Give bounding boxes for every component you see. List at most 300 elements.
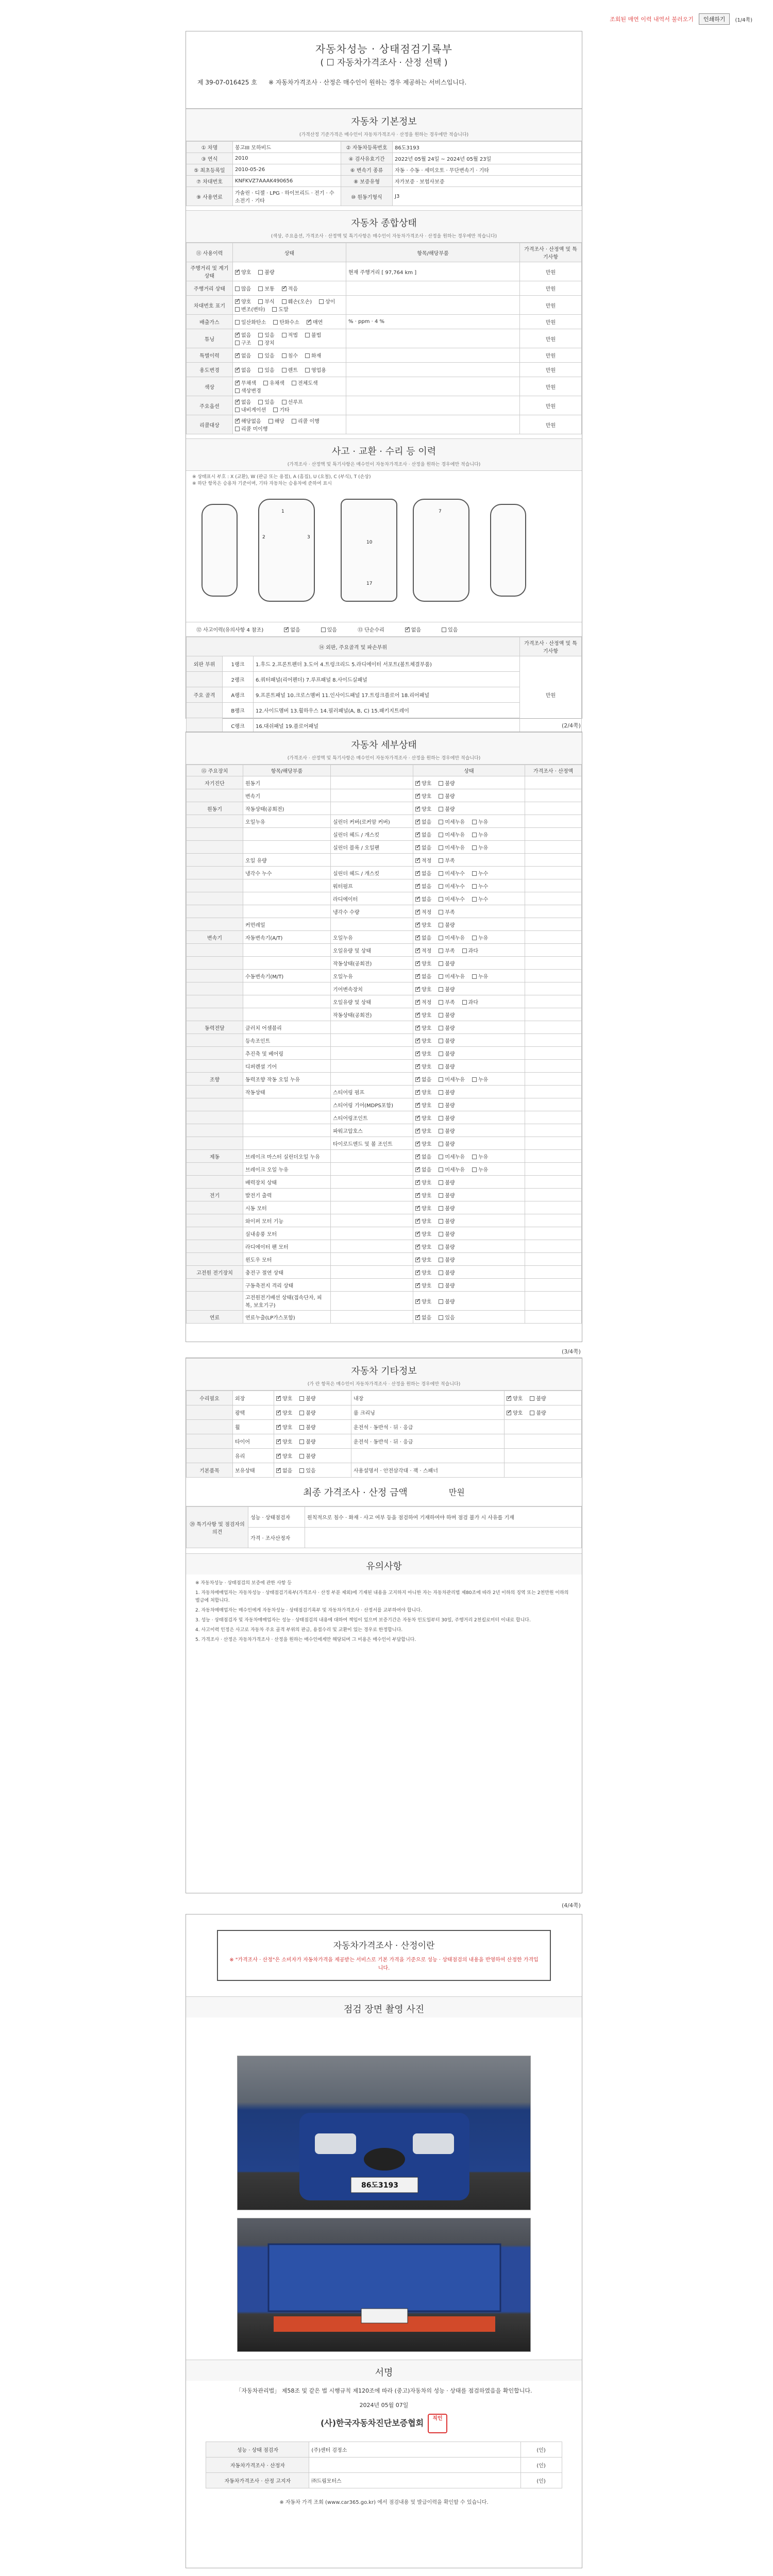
checkbox-icon: [439, 1315, 443, 1320]
checkbox-icon: [530, 1396, 534, 1401]
option: 불량: [439, 1064, 455, 1070]
checkbox-icon: [439, 1103, 443, 1108]
option: ✓ 양호: [415, 1090, 431, 1096]
checkbox-icon: [415, 936, 420, 940]
banner-title: 자동차가격조사 · 산정이란: [333, 1941, 435, 1951]
stamp-seal: 직인: [428, 2414, 447, 2433]
checkbox-icon: [439, 1167, 443, 1172]
checkbox-icon: [299, 1454, 304, 1459]
print-button[interactable]: 인쇄하기: [699, 13, 730, 25]
checkbox-icon: [439, 1000, 443, 1005]
option: 불량: [439, 1013, 455, 1019]
checkbox-icon: [439, 820, 443, 824]
checkbox-icon: [439, 974, 443, 979]
option: ✓ 없음: [415, 845, 431, 851]
checkbox-icon: [319, 299, 324, 304]
checkbox-icon: [282, 400, 287, 404]
checkbox-icon: [472, 897, 477, 902]
checkbox-icon: [415, 1103, 420, 1108]
document-header: [186, 31, 582, 109]
part-num: 3: [307, 535, 310, 540]
checkbox-icon: [282, 333, 287, 337]
option: 부식: [258, 299, 274, 305]
detail-row: 실내송풍 모터 ✓ 양호 불량: [187, 1227, 582, 1240]
option: 불량: [439, 1245, 455, 1250]
checkbox-icon: [415, 871, 420, 876]
checkbox-icon: [299, 1439, 304, 1444]
etc-table: [186, 1391, 582, 1478]
option: ✓ 양호: [415, 923, 431, 928]
history-link[interactable]: 조회된 매연 이력 내역서 불러오기: [610, 16, 694, 23]
option: ✓ 양호: [507, 1396, 523, 1402]
checkbox-icon: [415, 1129, 420, 1133]
option: 부족: [439, 858, 455, 864]
checkbox-icon: [235, 381, 240, 385]
checkbox-icon: [439, 1064, 443, 1069]
checkbox-icon: [439, 807, 443, 811]
checkbox-icon: [472, 1155, 477, 1159]
checkbox-icon: [235, 299, 240, 304]
option: 보통: [258, 286, 274, 292]
checkbox-icon: [439, 884, 443, 889]
checkbox-icon: [439, 1270, 443, 1275]
option: ✓ 양호: [415, 1013, 431, 1019]
option: ✓ 양호: [415, 961, 431, 967]
option: ✓ 양호: [276, 1425, 292, 1431]
option: ✓ 양호: [415, 781, 431, 787]
option: 미세누유: [439, 1167, 465, 1173]
checkbox-icon: [507, 1411, 511, 1415]
checkbox-icon: [439, 794, 443, 799]
option: 불량: [439, 1283, 455, 1289]
signer-row: 자동차가격조사 · 산정자 (인): [206, 2458, 562, 2473]
checkbox-icon: [530, 1411, 534, 1415]
inspector-label: 성능 · 상태점검자: [248, 1507, 305, 1528]
checkbox-icon: [258, 400, 263, 404]
summary-row: 리콜대상 ✓해당없음 해당 리콜 이행리콜 미이행 만원: [187, 415, 582, 434]
option: ✓ 양호: [415, 1039, 431, 1044]
option: ✓없음: [235, 400, 251, 405]
etc-note: (가 란 항목은 매수인이 자동차가격조사 · 산정을 원하는 경우에만 적습니다): [186, 1379, 582, 1391]
checkbox-icon: [415, 1193, 420, 1198]
checkbox-icon: [235, 419, 240, 423]
final-price-title: 최종 가격조사 · 산정 금액: [303, 1487, 408, 1498]
checkbox-icon: [276, 1396, 281, 1401]
part-num: 2: [262, 535, 265, 540]
basic-info-note: (가격산정 기준가격은 매수인이 자동차가격조사 · 산정을 원하는 경우에만 적습니다): [186, 130, 582, 141]
part-num: 17: [366, 581, 373, 586]
option: ✓무채색: [235, 381, 256, 386]
option: ✓없음: [235, 333, 251, 338]
signer-table: [206, 2442, 562, 2488]
caution-item: 1. 자동차매매업자는 자동차성능 · 상태점검기록부(가격조사 · 산정 부분 제외)에 기재된 내용을 고지하지 아니한 자는 자동차관리법 제80조에 따라 2년 이하의 징역 또는 2천만원 이하의 벌금에 처합니다.: [195, 1590, 569, 1603]
checkbox-icon: [415, 794, 420, 799]
page-4-number: (4/4쪽): [562, 1902, 581, 1909]
checkbox-icon: [305, 368, 310, 372]
checkbox-icon: [472, 936, 477, 940]
checkbox-icon: [415, 858, 420, 863]
detail-row: 작동상태(공회전) ✓ 양호 불량: [187, 957, 582, 970]
detail-row: 자기진단 원동기 ✓ 양호 불량: [187, 776, 582, 789]
checkbox-icon: [439, 1232, 443, 1236]
option: 누유: [472, 974, 488, 980]
checkbox-icon: [415, 948, 420, 953]
checkbox-icon: [273, 320, 278, 325]
rear-photo-art: [238, 2218, 531, 2352]
summary-row: 튜닝 ✓없음 있음 적법 불법구조 장치 만원: [187, 329, 582, 348]
checkbox-icon: [415, 1219, 420, 1224]
signer-row: 자동차가격조사 · 산정 고지자 ㈜드림모터스 (인): [206, 2473, 562, 2488]
parts-row: 외판 부위 1랭크 1.후드 2.프론트펜더 3.도어 4.트렁크리드 5.라디에이터 서포트(볼트체결부품) 만원: [187, 656, 582, 672]
checkbox-icon: [439, 1142, 443, 1146]
checkbox-icon: [415, 1077, 420, 1082]
checkbox-icon: [439, 1258, 443, 1262]
etc-row: 수리필요 외장 ✓ 양호 불량 내장 ✓ 양호 불량: [187, 1391, 582, 1405]
checkbox-icon: [439, 1077, 443, 1082]
checkbox-icon: [415, 1026, 420, 1030]
checkbox-icon: [235, 320, 240, 325]
checkbox-icon: [415, 961, 420, 966]
checkbox-icon: [415, 1299, 420, 1304]
option: 많음: [235, 286, 251, 292]
checkbox-icon: [507, 1396, 511, 1401]
option: 미세누유: [439, 974, 465, 980]
checkbox-icon: [462, 1000, 467, 1005]
option: ✓ 없음: [415, 1077, 431, 1083]
parts-row: 2랭크 6.쿼터패널(리어펜더) 7.루프패널 8.사이드실패널: [187, 672, 582, 687]
accident-note: (가격조사 · 산정액 및 특기사항은 매수인이 자동차가격조사 · 산정을 원하는 경우에만 적습니다): [186, 460, 582, 471]
checkbox-icon: [472, 871, 477, 876]
option: 미세누유: [439, 1155, 465, 1160]
option: 일산화탄소: [235, 320, 266, 326]
option: ✓ 양호: [415, 1206, 431, 1212]
checkbox-icon: [472, 884, 477, 889]
detail-row: 파워고압호스 ✓ 양호 불량: [187, 1124, 582, 1137]
detail-row: 와이퍼 모터 기능 ✓ 양호 불량: [187, 1214, 582, 1227]
detail-row: 라디에이터 팬 모터 ✓ 양호 불량: [187, 1240, 582, 1253]
option: 선루프: [282, 400, 303, 405]
option: 불량: [439, 1052, 455, 1057]
checkbox-icon: [282, 353, 287, 358]
checkbox-icon: [276, 1454, 281, 1459]
checkbox-icon: [415, 1245, 420, 1249]
checkbox-icon: [235, 270, 240, 275]
detail-row: 냉각수 누수 실린더 헤드 / 개스킷 ✓ 없음 미세누수 누수: [187, 867, 582, 879]
checkbox-icon: [415, 1167, 420, 1172]
option: 있음: [439, 1315, 455, 1321]
document-note: ※ 자동차가격조사 · 산정은 매수인이 원하는 경우 제공하는 서비스입니다.: [268, 79, 467, 86]
option: 누수: [472, 871, 488, 877]
option: ✓ 없음: [415, 936, 431, 941]
signature-section: [186, 2360, 582, 2568]
option: ✓ 없음: [415, 884, 431, 890]
option: 훼손(오손): [282, 299, 312, 305]
final-price-value: 만원: [448, 1487, 465, 1497]
checkbox-icon: [415, 1116, 420, 1121]
opinion-table: [186, 1506, 582, 1548]
part-num: 7: [439, 509, 442, 514]
detail-row: 추진축 및 베어링 ✓ 양호 불량: [187, 1047, 582, 1060]
option: 불량: [439, 1258, 455, 1263]
checkbox-icon: [439, 1039, 443, 1043]
option: 전체도색: [292, 381, 318, 386]
option: ✓ 양호: [415, 1142, 431, 1147]
option: 불량: [439, 1142, 455, 1147]
option: ✓ 양호: [415, 1219, 431, 1225]
option: 불량: [299, 1411, 315, 1416]
checkbox-icon: [415, 1180, 420, 1185]
option: 미세누유: [439, 1077, 465, 1083]
detail-row: 브레이크 오일 누유 ✓ 없음 미세누유 누유: [187, 1163, 582, 1176]
checkbox-icon: [439, 1155, 443, 1159]
detail-row: 시동 모터 ✓ 양호 불량: [187, 1201, 582, 1214]
option: ✓ 양호: [276, 1396, 292, 1402]
option: 침수: [282, 353, 298, 359]
checkbox-icon: [268, 419, 273, 423]
checkbox-icon: [258, 333, 263, 337]
basic-info-table: [186, 141, 582, 206]
detail-row: 냉각수 수량 ✓ 적정 부족: [187, 905, 582, 918]
option: 리콜 이행: [292, 419, 320, 425]
photo-title: 점검 장면 촬영 사진: [186, 1996, 582, 2018]
option: 유채색: [263, 381, 284, 386]
option: 있음: [258, 368, 274, 374]
detail-row: 커먼레일 ✓ 양호 불량: [187, 918, 582, 931]
detail-head: ⑮ 주요장치 항목/해당부품 상태 가격조사 · 산정액: [187, 765, 582, 776]
etc-row: 광택 ✓ 양호 불량 룸 크리닝 ✓ 양호 불량: [187, 1405, 582, 1420]
sign-title: 서명: [186, 2360, 582, 2381]
option: 불량: [439, 987, 455, 993]
detail-row: 워터펌프 ✓ 없음 미세누수 누수: [187, 879, 582, 892]
checkbox-icon: [299, 1425, 304, 1430]
checkbox-icon: [472, 974, 477, 979]
option: 불량: [439, 1103, 455, 1109]
document-subtitle: ( ☐ 자동차가격조사 · 산정 선택 ): [320, 58, 448, 68]
basic-info-row: ⑦ 차대번호 KNFKVZ7AAAK490656 ⑧ 보증유형 자가보증 · 보험사보증: [187, 176, 582, 187]
checkbox-icon: [299, 1468, 304, 1473]
option: ✓ 없음: [415, 1315, 431, 1321]
option: 불량: [439, 1206, 455, 1212]
checkbox-icon: [258, 299, 263, 304]
checkbox-icon: [276, 1439, 281, 1444]
checkbox-icon: [439, 1090, 443, 1095]
detail-row: 원동기 작동상태(공회전) ✓ 양호 불량: [187, 802, 582, 815]
car-frame-view: [341, 499, 397, 602]
option: 불량: [439, 1219, 455, 1225]
checkbox-icon: [415, 781, 420, 786]
summary-row: 주행거리 및 계기상태 ✓양호 불량 현재 주행거리 [ 97,764 km ] 만원: [187, 262, 582, 281]
option: 미세누유: [439, 936, 465, 941]
banner-text: ※ "가격조사 · 산정"은 소비자가 자동차가격을 제공받는 서비스로 기본 가격을 기준으로 성능 · 상태점검의 내용을 반영하여 산정한 가격입니다.: [229, 1957, 539, 1971]
caution-item: 4. 사고이력 인정은 사고로 자동차 주요 골격 부위의 판금, 용접수리 및 교환이 있는 경우로 한정합니다.: [195, 1628, 403, 1633]
option: 불량: [299, 1396, 315, 1402]
option: ✓ 양호: [415, 1232, 431, 1238]
option: ✓ 적정: [415, 858, 431, 864]
part-num: 1: [281, 509, 284, 514]
page-2: [186, 732, 582, 1342]
checkbox-icon: [472, 845, 477, 850]
checkbox-icon: [415, 1142, 420, 1146]
summary-row: 주행거리 상태 많음 보통✓ 적음 만원: [187, 281, 582, 296]
checkbox-icon: [415, 1013, 420, 1018]
checkbox-icon: [299, 1411, 304, 1415]
checkbox-icon: [439, 871, 443, 876]
option: 렌트: [282, 368, 298, 374]
caution-item: ※ 자동차성능 · 상태점검의 보증에 관한 사항 등: [195, 1581, 292, 1586]
checkbox-icon: [235, 368, 240, 372]
accident-title: 사고 · 교환 · 수리 등 이력: [186, 438, 582, 460]
checkbox-icon: [462, 948, 467, 953]
checkbox-icon: [235, 286, 240, 291]
checkbox-icon: [415, 820, 420, 824]
detail-row: 구동축전지 격리 상태 ✓ 양호 불량: [187, 1279, 582, 1292]
option: ✓ 없음: [415, 871, 431, 877]
option: ✓ 없음: [415, 833, 431, 838]
document-number: 제 39-07-016425 호: [197, 79, 257, 86]
option: ✓ 없음: [415, 897, 431, 903]
checkbox-icon: [415, 1052, 420, 1056]
option: 불량: [439, 1299, 455, 1305]
option: ✓ 없음: [415, 1155, 431, 1160]
option: ✓ 양호: [415, 987, 431, 993]
caution-list: [186, 1574, 582, 1651]
summary-note: (색상, 주요옵션, 가격조사 · 산정액 및 특기사항은 매수인이 자동차가격조사 · 산정을 원하는 경우에만 적습니다): [186, 231, 582, 243]
checkbox-icon: [439, 1206, 443, 1211]
summary-row: 용도변경 ✓ 없음 있음 렌트 영업용 만원: [187, 363, 582, 377]
caution-item: 5. 가격조사 · 산정은 자동차가격조사 · 산정을 원하는 매수인에게만 해당되며 그 비용은 매수인이 부담합니다.: [195, 1637, 416, 1642]
checkbox-icon: [415, 897, 420, 902]
checkbox-icon: [235, 408, 240, 412]
option: 누수: [472, 884, 488, 890]
detail-row: 실린더 헤드 / 개스킷 ✓ 없음 미세누유 누유: [187, 828, 582, 841]
car-top-view: [258, 499, 315, 602]
checkbox-icon: [415, 923, 420, 927]
page-3: [186, 1358, 582, 1893]
detail-row: 디퍼렌셜 기어 ✓ 양호 불량: [187, 1060, 582, 1073]
option: ✓ 양호: [276, 1454, 292, 1460]
rear-photo: [237, 2218, 531, 2352]
parts-head: ⑭ 외판, 주요골격 및 파손부위 가격조사 · 산정액 및 특기사항: [187, 637, 582, 656]
appraiser-opinion: [305, 1528, 582, 1548]
detail-row: 고전원전기배선 상태(접속단자, 피복, 보호기구) ✓양호 불량: [187, 1292, 582, 1311]
option: 도말: [272, 307, 288, 313]
checkbox-icon: [472, 1167, 477, 1172]
checkbox-icon: [439, 858, 443, 863]
option: 부족: [439, 948, 455, 954]
option: ✓ 적정: [415, 1000, 431, 1006]
checkbox-icon: [439, 1299, 443, 1304]
checkbox-icon: [439, 1219, 443, 1224]
front-photo: [237, 2056, 531, 2210]
option: 상이: [319, 299, 335, 305]
sign-org: (사)한국자동차진단보증협회 직인: [196, 2414, 572, 2433]
option: 미세누수: [439, 884, 465, 890]
checkbox-icon: [258, 353, 263, 358]
checkbox-icon: [439, 1013, 443, 1018]
option: ✓해당없음: [235, 419, 261, 425]
checkbox-icon: [415, 1039, 420, 1043]
option: 불량: [439, 781, 455, 787]
checkbox-icon: [415, 1155, 420, 1159]
inspector-opinion: 원칙적으로 침수 · 화재 · 사고 여부 등을 점검하여 기재하여야 하며 점검 불가 시 사유를 기재: [305, 1507, 582, 1528]
option: ✓ 양호: [276, 1411, 292, 1416]
option: 미세누유: [439, 820, 465, 825]
checkbox-icon: [415, 1283, 420, 1288]
option: 색상변경: [235, 388, 261, 394]
checkbox-icon: [415, 884, 420, 889]
option: ✓ 적음: [282, 286, 298, 292]
option: 부족: [439, 1000, 455, 1006]
detail-row: 작동상태 스티어링 펌프 ✓ 양호 불량: [187, 1086, 582, 1098]
option: 불량: [439, 1270, 455, 1276]
checkbox-icon: [258, 341, 263, 345]
car-right-side: [490, 504, 526, 597]
checkbox-icon: [439, 781, 443, 786]
checkbox-icon: [258, 368, 263, 372]
option: 불량: [439, 1232, 455, 1238]
option: ✓ 양호: [415, 1064, 431, 1070]
checkbox-icon: [439, 897, 443, 902]
option: ✓ 양호: [415, 1258, 431, 1263]
detail-row: 기어변속장치 ✓ 양호 불량: [187, 982, 582, 995]
option: ✓ 양호: [415, 807, 431, 812]
option: 불량: [258, 270, 274, 276]
option: 기타: [273, 408, 289, 413]
detail-table: [186, 765, 582, 1324]
option: ✓ 양호: [415, 1052, 431, 1057]
option: ✓ 양호: [415, 1245, 431, 1250]
option: ✓ 양호: [276, 1439, 292, 1445]
detail-row: 오일 유량 ✓ 적정 부족: [187, 854, 582, 867]
etc-title: 자동차 기타정보: [186, 1358, 582, 1379]
summary-row: 차대번호 표기 ✓양호 부식 훼손(오손) 상이변조(변타) 도말 만원: [187, 296, 582, 315]
checkbox-icon: [282, 286, 287, 291]
checkbox-icon: [439, 1052, 443, 1056]
sign-box: [186, 2381, 582, 2438]
detail-row: 전기 발전기 출력 ✓ 양호 불량: [187, 1189, 582, 1201]
checkbox-icon: [415, 1206, 420, 1211]
detail-row: 등속조인트 ✓ 양호 불량: [187, 1034, 582, 1047]
option: 누유: [472, 1155, 488, 1160]
option: 장치: [258, 341, 274, 346]
parts-row: B랭크 12.사이드멤버 13.휠하우스 14.필러패널(A, B, C) 15.패키지트레이: [187, 703, 582, 718]
option: ✓ 양호: [415, 1026, 431, 1031]
etc-row: 기본품목 보유상태 ✓ 없음 있음 사용설명서 · 안전삼각대 · 잭 · 스패너: [187, 1463, 582, 1478]
parts-table: [186, 637, 582, 734]
etc-row: 유리 ✓ 양호 불량: [187, 1449, 582, 1463]
option: ✓ 없음: [415, 1167, 431, 1173]
option: 불량: [439, 1116, 455, 1122]
parts-row: C랭크 16.대쉬패널 19.플로어패널: [187, 718, 582, 734]
basic-info-row: ① 차명 봉고III 모하비드 ② 자동차등록번호 86도3193: [187, 142, 582, 153]
option: 불량: [439, 1039, 455, 1044]
checkbox-icon: [235, 388, 240, 393]
detail-row: 연료 연료누출(LP가스포함) ✓ 없음 있음: [187, 1311, 582, 1324]
checkbox-icon: [415, 833, 420, 837]
option: 불량: [299, 1425, 315, 1431]
option: 미세누유: [439, 833, 465, 838]
option: 누유: [472, 936, 488, 941]
option: 내비게이션: [235, 408, 266, 413]
option: 화재: [305, 353, 321, 359]
etc-row: 휠 ✓ 양호 불량 운전석 · 동반석 · 뒤 · 응급: [187, 1420, 582, 1434]
checkbox-icon: [439, 910, 443, 914]
option: 미세누수: [439, 871, 465, 877]
option: 불량: [439, 961, 455, 967]
option: 있음: [258, 353, 274, 359]
summary-title: 자동차 종합상태: [186, 210, 582, 231]
option: ✓ 적정: [415, 910, 431, 916]
